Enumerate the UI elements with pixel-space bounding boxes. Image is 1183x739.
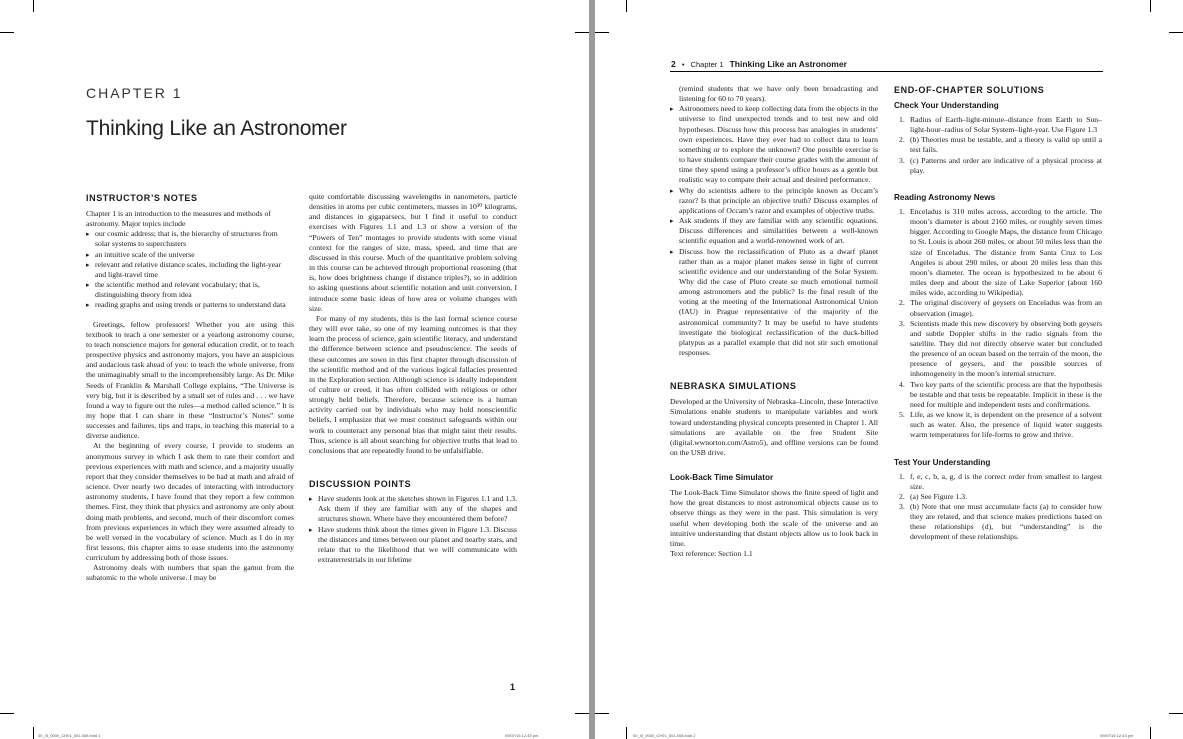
right-column-2	[894, 84, 1102, 543]
test-list	[894, 472, 1102, 543]
list-item	[894, 207, 1102, 298]
crop-mark	[595, 713, 609, 714]
test-your-understanding-heading: Test Your Understanding	[894, 457, 991, 467]
item-number: 2.	[899, 298, 905, 308]
chapter-title: Thinking Like an Astronomer	[86, 117, 347, 140]
list-item: ▸ reading graphs and using trends or patterns to understand data	[86, 300, 294, 310]
news-list	[894, 207, 1102, 441]
left-page	[0, 0, 589, 739]
list-item	[894, 319, 1102, 380]
list-item: ▸ Why do scientists adhere to the principle known as Occam’s razor? Is that principle an objective truth? Discuss examples of applications of Occam’s razor and examples of objective truths.	[670, 186, 878, 216]
nebraska-paragraph: Developed at the University of Nebraska–Lincoln, these Interactive Simulations enable students to manipulate variables and work toward understanding physical concepts presented in Chapter 1. All simulations are available on the free Student Site (digital.wwnorton.com/Astro5), and offline versions can be found on the USB drive.	[670, 397, 878, 457]
item-text: (b) Theories must be testable, and a theory is valid up until a test fails.	[910, 135, 1102, 155]
look-back-paragraph: The Look-Back Time Simulator shows the finite speed of light and how the great distances to most astronomical objects cause us to observe things as they were in the past. This simulation is very useful when developing both the scale of the universe and an intuitive understanding that distant objects allow us to look back in time.	[670, 488, 878, 548]
list-item	[894, 115, 1102, 135]
check-list	[894, 115, 1102, 176]
slug-file: 00_III_0000_CH01_001-008.indd 1	[38, 733, 101, 738]
list-item: ▸ the scientific method and relevant vocabulary; that is, distinguishing theory from idea	[86, 280, 294, 300]
item-number: 1.	[899, 471, 905, 481]
instructors-notes-heading: INSTRUCTOR’S NOTES	[86, 193, 198, 203]
running-head-title: Thinking Like an Astronomer	[729, 59, 847, 69]
item-number: 1.	[899, 206, 905, 216]
page-number: 1	[510, 682, 516, 692]
crop-mark	[575, 32, 589, 33]
running-head	[671, 59, 847, 69]
item-text: Life, as we know it, is dependent on the presence of a solvent such as water. Also, the presence of liquid water suggests warm temperatures for life-forms to grow and thrive.	[910, 410, 1102, 440]
item-number: 1.	[899, 115, 905, 124]
crop-mark	[1150, 727, 1151, 739]
item-number: 2.	[899, 491, 905, 501]
item-number: 4.	[899, 379, 905, 389]
list-item: ▸ relevant and relative distance scales, including the light-year and light-travel time	[86, 260, 294, 280]
list-item	[894, 298, 1102, 318]
item-text: f, e, c, b, a, g, d is the correct order from smallest to largest size.	[910, 471, 1102, 491]
item-text: (c) Patterns and order are indicative of a physical process at play.	[910, 155, 1102, 175]
crop-mark	[626, 727, 627, 739]
list-item: ▸ our cosmic address; that is, the hierarchy of structures from solar systems to superclusters	[86, 229, 294, 249]
item-text: (a) See Figure 1.3.	[910, 491, 967, 501]
item-text: Two key parts of the scientific process are that the hypothesis be testable and that tests be repeatable. Implicit in these is the need for multiple and independent tests and confirmations.	[910, 379, 1102, 409]
item-text: Enceladus is 310 miles across, according to the article. The moon’s diameter is about 2160 miles, or roughly seven times bigger. According to Google Maps, the distance from Chicago to St. Louis is about 260 miles, or about 50 miles less than the size of Enceladus. The distance from Santa Cruz to Los Angeles is about 290 miles, or about 20 miles less than this moon’s diameter. The ocean is hypothesized to be about 6 miles deep and about the size of Lake Superior (about 160 miles wide, according to Wikipedia).	[910, 206, 1102, 298]
running-head-rule	[670, 71, 1103, 72]
left-column-1	[86, 192, 294, 584]
discussion-points-heading: DISCUSSION POINTS	[309, 479, 412, 490]
crop-mark	[33, 0, 34, 12]
chapter-number: CHAPTER 1	[86, 85, 183, 101]
slug-file: 00_III_0000_CH01_001-008.indd 2	[633, 733, 696, 738]
list-item	[894, 410, 1102, 440]
reading-astronomy-news-heading: Reading Astronomy News	[894, 192, 996, 202]
list-item	[894, 156, 1102, 176]
topics-list	[86, 229, 294, 310]
list-item	[894, 472, 1102, 492]
crop-mark	[1169, 32, 1183, 33]
body-paragraph: At the beginning of every course, I provide to students an anonymous survey in which I ask them to rate their comfort and previous experiences with math and science, and a majority usually report that they consider themselves to be bad at math and afraid of science. Over nearly two decades of interacting with introductory astronomy students, I have found that they report a few common themes. First, they think that physics and astronomy are only about doing math problems, and second, much of their discomfort comes from previous experiences in which they were assumed already to be well versed in the vocabulary of science. Much as I do in my first lessons, this chapter aims to ease students into the astronomy curriculum by addressing both of those issues.	[86, 441, 294, 563]
list-item: ▸ an intuitive scale of the universe	[86, 250, 294, 260]
nebraska-simulations-heading: NEBRASKA SIMULATIONS	[670, 381, 797, 392]
crop-mark	[0, 32, 14, 33]
item-text: Scientists made this new discovery by observing both geysers and subtle Doppler shifts in the radio signals from the satellite. They did not directly observe water but concluded the presence of an ocean based on the terrain of the moon, the presence of geysers, and the possible sources of inhomogeneity in the moon’s internal structure.	[910, 318, 1102, 379]
end-of-chapter-solutions-heading: END-OF-CHAPTER SOLUTIONS	[894, 85, 1045, 95]
list-item	[894, 135, 1102, 155]
list-item: ▸ Discuss how the reclassification of Pluto as a dwarf planet rather than as a major planet makes sense in light of current scientific evidence and our understanding of the Solar System. Why did the case of Pluto create so much emotional turmoil among astronomers and the public? Is the final result of the voting at the meeting of the International Astronomical Union (IAU) in Prague representative of the majority of the astronomical community? It may be useful to have students investigate the biological reclassification of the duck-billed platypus as a parallel example that did not stir such emotional responses.	[670, 247, 878, 359]
item-number: 3.	[899, 155, 905, 165]
list-item: ▸ Ask students if they are familiar with any scientific equations. Discuss differences and similarities between a well-known scientific equation and a world-renowned work of art.	[670, 216, 878, 246]
item-number: 5.	[899, 410, 905, 420]
intro-paragraph: Chapter 1 is an introduction to the measures and methods of astronomy. Major topics include	[86, 209, 271, 229]
body-paragraph: Greetings, fellow professors! Whether you are using this textbook to teach a one semester or a yearlong astronomy course, to teach nonscience majors for general education credit, or to teach prospective physics and astronomy majors, you have an auspicious and audacious task ahead of you: to teach the whole universe, from the unimaginably small to the incomprehensibly large. As Dr. Mike Seeds of Franklin & Marshall College explains, “The Universe is very big, but it is described by a small set of rules and . . . we have found a way to figure out the rules—a method called science.” It is my hope that I can share in these “Instructor’s Notes” some successes and failures, tips and traps, in teaching this material to a diverse audience.	[86, 319, 294, 441]
running-head-bullet: •	[681, 60, 685, 69]
running-head-chapter: Chapter 1	[690, 60, 724, 69]
item-text: Radius of Earth–light-minute–distance from Earth to Sun–light-hour–radius of Solar System–light-year. Use Figure 1.3	[910, 115, 1102, 135]
crop-mark	[575, 713, 589, 714]
list-item: ▸ Have students look at the sketches shown in Figures 1.1 and 1.3. Ask them if they are familiar with any of the shapes and structures shown. Where have they encountered them before?	[309, 494, 517, 524]
left-column-2	[309, 192, 517, 565]
list-item: ▸ Astronomers need to keep collecting data from the objects in the universe to find unexpected trends and to test new and old hypotheses. Discuss how this process has analogies in students’ own experiences. Have they ever had to collect data to learn something or to explore the unknown? One possible exercise is to have students compare their course grades with the amount of time they spend using a professor’s office hours as a gentle but realistic way to compare their actual and desired performance.	[670, 104, 878, 185]
crop-mark	[1150, 0, 1151, 12]
crop-mark	[33, 727, 34, 739]
running-head-page: 2	[671, 59, 676, 69]
list-item	[894, 492, 1102, 502]
check-your-understanding-heading: Check Your Understanding	[894, 101, 999, 110]
list-item	[894, 502, 1102, 543]
discussion-list-continued	[670, 104, 878, 358]
item-text: (b) Note that one must accumulate facts (a) to consider how they are related, and that science makes predictions based on these relationships (d), but “understanding” is the development of these relationships.	[910, 502, 1102, 542]
text-reference: Text reference: Section 1.1	[670, 549, 753, 559]
crop-mark	[1169, 713, 1183, 714]
crop-mark	[626, 0, 627, 12]
slug-date: 09/07/16 12:43 pm	[1100, 733, 1134, 738]
list-item: ▸ Have students think about the times given in Figure 1.3. Discuss the distances and times between our planet and nearby stars, and relate that to the likelihood that we will communicate with extraterrestrials in our lifetime	[309, 525, 517, 566]
list-item	[894, 380, 1102, 410]
item-number: 3.	[899, 502, 905, 511]
discussion-list	[309, 494, 517, 565]
item-number: 2.	[899, 135, 905, 145]
body-paragraph: For many of my students, this is the last formal science course they will ever take, so one of my learning outcomes is that they learn the process of science, gain scientific literacy, and understand the difference between science and pseudoscience. The seeds of these outcomes are sown in this first chapter through discussion of the scientific method and of the various logical fallacies presented in the Exploration section. Although science is ideally independent of culture or creed, it has often collided with religious or other strongly held beliefs. Therefore, because science is a human activity carried out by individuals who may hold nonscientific beliefs, I emphasize that we must construct safeguards within our work to counteract any personal bias that might taint their results. Thus, science is all about searching for objective truths that lead to conclusions that are repeatedly found to be unfalsifiable.	[309, 313, 517, 455]
look-back-heading: Look-Back Time Simulator	[670, 473, 774, 483]
body-paragraph: Astronomy deals with numbers that span the gamut from the subatomic to the whole universe. I may be	[86, 563, 294, 583]
body-paragraph: quite comfortable discussing wavelengths in nanometers, particle densities in atoms per cubic centimeters, masses in 10³⁰ kilograms, and distances in gigaparsecs, but I find it useful to conduct exercises with Figures 1.1 and 1.3 or show a version of the “Powers of Ten” montages to provide students with some visual context for the ranges of size, mass, speed, and time that are discussed in this course. Much of the quantitative problem solving in this course can be achieved through proportional reasoning (that is, how does brightness change if distance triples?), so in addition to asking questions about scientific notation and unit conversion, I introduce some basic ideas of how area or volume changes with size.	[309, 192, 517, 313]
continued-text: (remind students that we have only been broadcasting and listening for 60 to 70 years).	[679, 84, 878, 104]
crop-mark	[0, 713, 14, 714]
item-text: The original discovery of geysers on Enceladus was from an observation (image).	[910, 298, 1102, 318]
crop-mark	[595, 32, 609, 33]
slug-date: 09/07/16 12:43 pm	[505, 733, 539, 738]
item-number: 3.	[899, 318, 905, 328]
right-column-1	[670, 84, 878, 559]
